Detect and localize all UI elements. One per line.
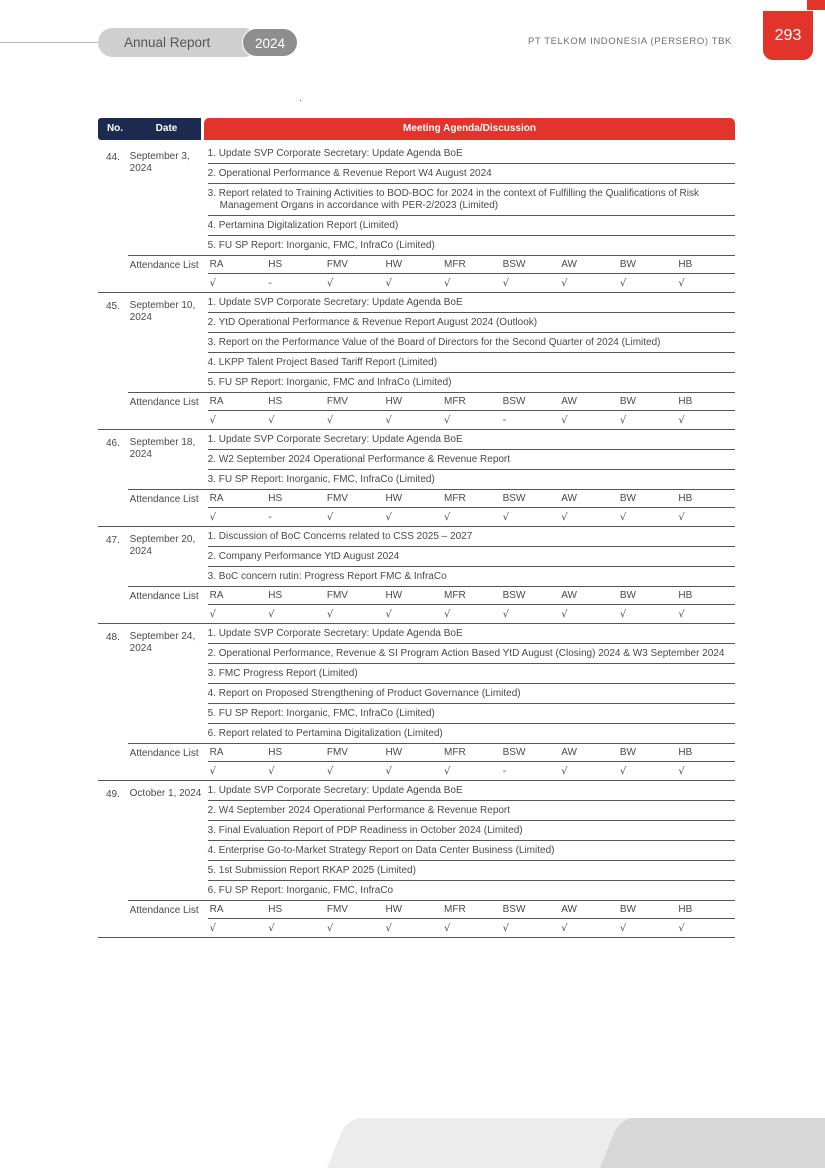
attendee-initials: RA — [209, 590, 224, 601]
attendance-label: Attendance List — [129, 494, 199, 505]
header-rule — [0, 42, 110, 43]
attendance-mark: √ — [561, 277, 568, 289]
agenda-item: 2. Operational Performance & Revenue Report W4 August 2024 — [208, 164, 735, 184]
attendance-grid — [208, 393, 735, 429]
attendance-mark: √ — [385, 765, 392, 777]
meeting-date: September 24, 2024 — [129, 631, 196, 654]
attendance-mark: √ — [326, 511, 334, 523]
attendance-mark: √ — [444, 511, 451, 523]
attendee-initials: HW — [385, 493, 403, 504]
attendance-label: Attendance List — [129, 748, 199, 759]
meeting-agenda-section — [128, 144, 735, 256]
agenda-item: 4. Report on Proposed Strengthening of Product Governance (Limited) — [208, 684, 735, 704]
agenda-item: 4. Enterprise Go-to-Market Strategy Report on Data Center Business (Limited) — [208, 841, 735, 861]
attendance-section — [128, 255, 735, 292]
agenda-item: 2. W2 September 2024 Operational Performance & Revenue Report — [208, 450, 735, 470]
attendance-mark: √ — [209, 277, 217, 289]
attendee-initials: AW — [561, 590, 577, 601]
column-header-agenda: Meeting Agenda/Discussion — [204, 118, 735, 140]
attendance-mark: √ — [326, 608, 334, 620]
attendance-mark: √ — [502, 511, 509, 523]
agenda-item: 5. FU SP Report: Inorganic, FMC, InfraCo (Limited) — [208, 236, 735, 256]
attendance-mark: - — [502, 765, 507, 777]
attendance-mark: √ — [502, 922, 509, 934]
column-header-no: No. — [98, 118, 132, 140]
attendance-section — [128, 743, 735, 780]
agenda-list — [208, 293, 735, 393]
attendee-initials: MFR — [444, 396, 466, 407]
attendee-initials: BSW — [502, 259, 526, 270]
attendee-initials: MFR — [444, 904, 466, 915]
meeting-number: 46. — [106, 438, 120, 449]
attendance-mark: √ — [678, 765, 685, 777]
attendee-initials: RA — [209, 493, 224, 504]
attendance-mark: √ — [619, 922, 627, 934]
attendee-initials: BSW — [502, 590, 526, 601]
meeting-agenda-section — [128, 781, 735, 901]
agenda-list — [208, 144, 735, 256]
attendance-label: Attendance List — [129, 260, 199, 271]
attendee-initials: MFR — [444, 747, 466, 758]
agenda-item: 6. FU SP Report: Inorganic, FMC, InfraCo — [208, 881, 735, 901]
meeting-table — [98, 144, 735, 938]
attendee-initials: RA — [209, 396, 224, 407]
attendee-initials: HW — [385, 590, 403, 601]
attendee-initials: HS — [268, 493, 283, 504]
attendee-initials: BSW — [502, 747, 526, 758]
attendance-mark: √ — [385, 922, 392, 934]
attendee-initials: FMV — [326, 493, 348, 504]
page-badge-tab — [807, 0, 825, 10]
attendance-mark: √ — [444, 608, 451, 620]
attendee-initials: HB — [678, 493, 693, 504]
agenda-item: 2. Company Performance YtD August 2024 — [208, 547, 735, 567]
meeting-details — [128, 624, 735, 780]
attendee-initials: MFR — [444, 493, 466, 504]
attendance-section — [128, 586, 735, 623]
attendance-mark: √ — [326, 414, 334, 426]
attendee-initials: BSW — [502, 396, 526, 407]
attendee-initials: RA — [209, 259, 224, 270]
attendance-section — [128, 489, 735, 526]
attendance-mark: √ — [561, 922, 568, 934]
attendance-names-row — [208, 744, 735, 762]
agenda-item: 3. Report on the Performance Value of the Board of Directors for the Second Quarter of 2024 (Limited) — [208, 333, 735, 353]
attendee-initials: HS — [268, 747, 283, 758]
meeting-details — [128, 430, 735, 526]
attendance-grid — [208, 490, 735, 526]
attendance-mark: √ — [209, 414, 217, 426]
agenda-item: 5. FU SP Report: Inorganic, FMC and InfraCo (Limited) — [208, 373, 735, 393]
attendance-grid — [208, 901, 735, 937]
attendance-mark: √ — [268, 414, 275, 426]
agenda-list — [208, 781, 735, 901]
attendee-initials: BW — [619, 259, 636, 270]
agenda-item: 6. Report related to Pertamina Digitalization (Limited) — [208, 724, 735, 744]
attendee-initials: BW — [619, 747, 636, 758]
attendance-mark: √ — [444, 922, 451, 934]
attendance-mark: √ — [678, 608, 685, 620]
agenda-item: 3. FU SP Report: Inorganic, FMC, InfraCo (Limited) — [208, 470, 735, 490]
attendance-grid — [208, 587, 735, 623]
attendance-mark: √ — [678, 922, 685, 934]
attendee-initials: HS — [268, 259, 283, 270]
attendee-initials: HB — [678, 747, 693, 758]
attendee-initials: AW — [561, 493, 577, 504]
attendee-initials: HB — [678, 904, 693, 915]
attendance-label: Attendance List — [129, 591, 199, 602]
attendance-mark: √ — [268, 922, 275, 934]
attendance-marks-row — [208, 274, 735, 292]
agenda-item: 5. FU SP Report: Inorganic, FMC, InfraCo (Limited) — [208, 704, 735, 724]
attendance-label: Attendance List — [129, 905, 199, 916]
meeting-date: September 18, 2024 — [129, 437, 196, 460]
meeting-details — [128, 527, 735, 623]
attendance-mark: √ — [502, 608, 509, 620]
column-header-date: Date — [132, 118, 201, 140]
attendee-initials: HW — [385, 396, 403, 407]
attendance-mark: √ — [209, 922, 217, 934]
meeting-number: 44. — [106, 152, 120, 163]
attendee-initials: FMV — [326, 904, 348, 915]
report-year: 2024 — [242, 28, 298, 57]
attendance-mark: √ — [326, 277, 334, 289]
attendee-initials: FMV — [326, 590, 348, 601]
meeting-date: October 1, 2024 — [129, 788, 202, 799]
attendance-names-row — [208, 256, 735, 274]
attendance-marks-row — [208, 919, 735, 937]
meeting-row — [98, 527, 735, 624]
agenda-item: 2. W4 September 2024 Operational Performance & Revenue Report — [208, 801, 735, 821]
attendance-marks-row — [208, 411, 735, 429]
attendee-initials: BW — [619, 904, 636, 915]
agenda-item: 3. Report related to Training Activities to BOD-BOC for 2024 in the context of Fulfilling the Qualifications of Risk Management Organs in accordance with PER-2/2023 (Limited) — [208, 184, 735, 216]
agenda-item: 1. Discussion of BoC Concerns related to CSS 2025 – 2027 — [208, 527, 735, 547]
agenda-item: 1. Update SVP Corporate Secretary: Update Agenda BoE — [208, 293, 735, 313]
attendance-mark: √ — [502, 277, 509, 289]
agenda-item: 3. FMC Progress Report (Limited) — [208, 664, 735, 684]
meeting-row — [98, 293, 735, 430]
footer-shape-light — [323, 1118, 637, 1168]
agenda-item: 2. YtD Operational Performance & Revenue Report August 2024 (Outlook) — [208, 313, 735, 333]
attendee-initials: HS — [268, 396, 283, 407]
agenda-list — [208, 430, 735, 490]
attendance-mark: √ — [561, 414, 568, 426]
meeting-details — [128, 144, 735, 292]
attendance-mark: √ — [385, 511, 392, 523]
attendance-names-row — [208, 393, 735, 411]
attendee-initials: BSW — [502, 904, 526, 915]
attendee-initials: AW — [561, 259, 577, 270]
footer-shape-dark — [596, 1118, 825, 1168]
attendee-initials: HS — [268, 904, 283, 915]
attendance-section — [128, 900, 735, 937]
agenda-item: 4. Pertamina Digitalization Report (Limited) — [208, 216, 735, 236]
meeting-number: 47. — [106, 535, 120, 546]
attendee-initials: AW — [561, 747, 577, 758]
attendee-initials: RA — [209, 747, 224, 758]
attendance-mark: - — [268, 277, 272, 289]
attendance-mark: √ — [385, 277, 392, 289]
meeting-details — [128, 293, 735, 429]
attendance-mark: - — [268, 511, 272, 523]
report-label: Annual Report — [98, 28, 258, 57]
meeting-date: September 3, 2024 — [129, 151, 190, 174]
attendee-initials: BW — [619, 396, 636, 407]
attendee-initials: FMV — [326, 259, 348, 270]
attendee-initials: HS — [268, 590, 283, 601]
meeting-date: September 20, 2024 — [129, 534, 196, 557]
attendance-grid — [208, 744, 735, 780]
agenda-item: 1. Update SVP Corporate Secretary: Update Agenda BoE — [208, 144, 735, 164]
meeting-number: 48. — [106, 632, 120, 643]
attendance-mark: √ — [678, 414, 685, 426]
attendance-mark: √ — [619, 277, 627, 289]
attendee-initials: BSW — [502, 493, 526, 504]
meeting-agenda-section — [128, 293, 735, 393]
meeting-agenda-section — [128, 527, 735, 587]
attendance-mark: √ — [678, 511, 685, 523]
attendance-section — [128, 392, 735, 429]
attendance-mark: √ — [209, 765, 217, 777]
attendance-mark: √ — [268, 608, 275, 620]
attendance-mark: √ — [444, 414, 451, 426]
attendee-initials: FMV — [326, 396, 348, 407]
meeting-date: September 10, 2024 — [129, 300, 196, 323]
agenda-list — [208, 624, 735, 744]
attendee-initials: AW — [561, 904, 577, 915]
agenda-item: 2. Operational Performance, Revenue & SI Program Action Based YtD August (Closing) 2024 & W3 September 2024 — [208, 644, 735, 664]
attendance-mark: √ — [561, 511, 568, 523]
attendee-initials: AW — [561, 396, 577, 407]
attendance-mark: √ — [619, 414, 627, 426]
meeting-row — [98, 430, 735, 527]
meeting-row — [98, 781, 735, 938]
attendance-names-row — [208, 901, 735, 919]
agenda-list — [208, 527, 735, 587]
attendance-marks-row — [208, 605, 735, 623]
attendance-mark: √ — [385, 414, 392, 426]
attendance-mark: √ — [561, 608, 568, 620]
attendee-initials: BW — [619, 590, 636, 601]
attendee-initials: HW — [385, 259, 403, 270]
agenda-item: 3. Final Evaluation Report of PDP Readiness in October 2024 (Limited) — [208, 821, 735, 841]
agenda-item: 1. Update SVP Corporate Secretary: Update Agenda BoE — [208, 781, 735, 801]
attendance-mark: √ — [209, 608, 217, 620]
attendance-mark: √ — [678, 277, 685, 289]
meeting-row — [98, 144, 735, 293]
meeting-details — [128, 781, 735, 937]
attendance-mark: √ — [268, 765, 275, 777]
meeting-agenda-section — [128, 624, 735, 744]
attendee-initials: FMV — [326, 747, 348, 758]
meeting-agenda-section — [128, 430, 735, 490]
attendance-label: Attendance List — [129, 397, 199, 408]
attendance-mark: √ — [561, 765, 568, 777]
attendee-initials: HW — [385, 747, 403, 758]
agenda-item: 3. BoC concern rutin: Progress Report FMC & InfraCo — [208, 567, 735, 587]
agenda-item: 1. Update SVP Corporate Secretary: Update Agenda BoE — [208, 430, 735, 450]
attendance-mark: √ — [444, 277, 451, 289]
meeting-number: 45. — [106, 301, 120, 312]
attendance-mark: √ — [326, 922, 334, 934]
attendee-initials: HB — [678, 590, 693, 601]
attendee-initials: HW — [385, 904, 403, 915]
attendance-mark: - — [502, 414, 507, 426]
attendance-marks-row — [208, 508, 735, 526]
attendee-initials: RA — [209, 904, 224, 915]
attendee-initials: HB — [678, 396, 693, 407]
attendee-initials: HB — [678, 259, 693, 270]
attendance-mark: √ — [619, 608, 627, 620]
agenda-item: 1. Update SVP Corporate Secretary: Update Agenda BoE — [208, 624, 735, 644]
attendance-marks-row — [208, 762, 735, 780]
stray-dot — [300, 100, 301, 101]
company-name: PT TELKOM INDONESIA (PERSERO) TBK — [527, 36, 732, 47]
attendance-names-row — [208, 490, 735, 508]
attendance-names-row — [208, 587, 735, 605]
page-number: 293 — [763, 11, 813, 60]
agenda-item: 5. 1st Submission Report RKAP 2025 (Limited) — [208, 861, 735, 881]
attendance-mark: √ — [326, 765, 334, 777]
attendee-initials: BW — [619, 493, 636, 504]
attendee-initials: MFR — [444, 590, 466, 601]
attendance-mark: √ — [444, 765, 451, 777]
attendance-mark: √ — [619, 765, 627, 777]
attendee-initials: MFR — [444, 259, 466, 270]
attendance-mark: √ — [209, 511, 217, 523]
meeting-number: 49. — [106, 789, 120, 800]
attendance-grid — [208, 256, 735, 292]
agenda-item: 4. LKPP Talent Project Based Tariff Report (Limited) — [208, 353, 735, 373]
attendance-mark: √ — [385, 608, 392, 620]
attendance-mark: √ — [619, 511, 627, 523]
meeting-row — [98, 624, 735, 781]
